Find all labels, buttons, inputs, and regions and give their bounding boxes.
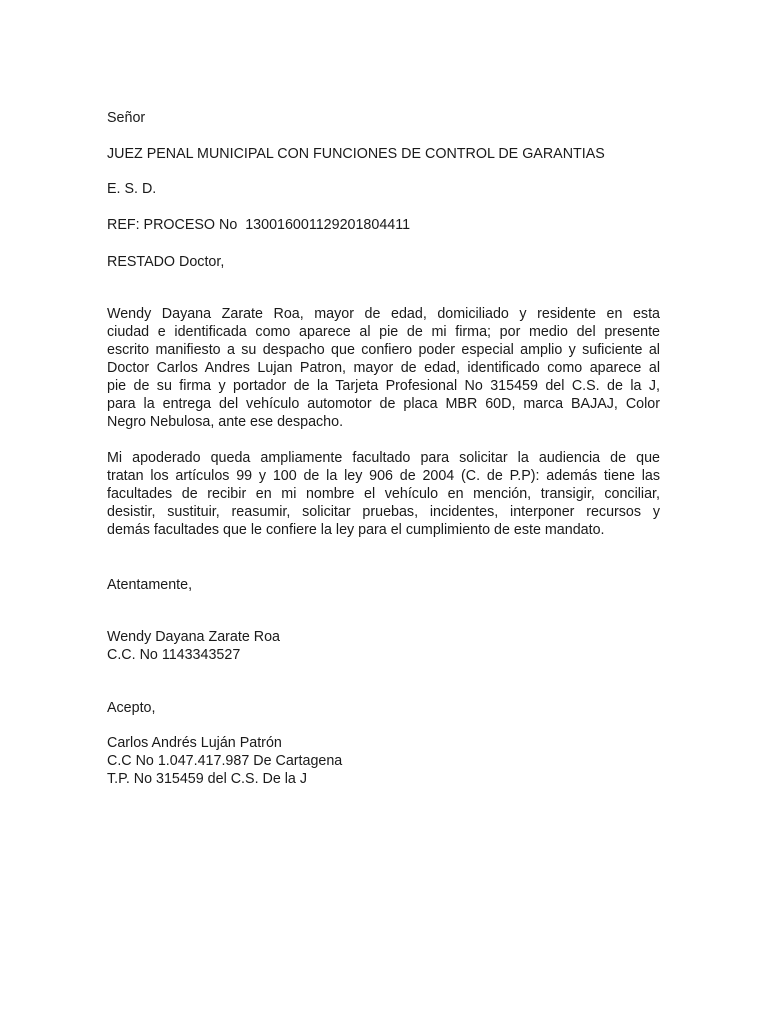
salutation-title: Señor bbox=[107, 110, 146, 126]
paragraph-line: tratan los artículos 99 y 100 de la ley 906 de 2004 (C. de P.P): además tiene las bbox=[107, 468, 660, 484]
paragraph-line: ciudad e identificada como aparece al pie de mi firma; por medio del presente bbox=[107, 324, 660, 340]
closing: Atentamente, bbox=[107, 577, 193, 593]
attorney-id: C.C No 1.047.417.987 De Cartagena bbox=[107, 753, 343, 769]
paragraph-line: Wendy Dayana Zarate Roa, mayor de edad, domiciliado y residente en esta bbox=[107, 306, 660, 322]
body-paragraph-1 bbox=[107, 305, 660, 431]
esd-line: E. S. D. bbox=[107, 181, 157, 197]
signer-id: C.C. No 1143343527 bbox=[107, 647, 241, 663]
attorney-tp: T.P. No 315459 del C.S. De la J bbox=[107, 771, 308, 787]
paragraph-line: desistir, sustituir, reasumir, solicitar pruebas, incidentes, interponer recursos y bbox=[107, 504, 660, 520]
acceptance: Acepto, bbox=[107, 700, 156, 716]
paragraph-line: escrito manifiesto a su despacho que confiero poder especial amplio y suficiente al bbox=[107, 342, 660, 358]
paragraph-line: Negro Nebulosa, ante ese despacho. bbox=[107, 414, 344, 430]
paragraph-line: pie de su firma y portador de la Tarjeta Profesional No 315459 del C.S. de la J, bbox=[107, 378, 660, 394]
signer-name: Wendy Dayana Zarate Roa bbox=[107, 629, 280, 645]
reference-line: REF: PROCESO No 130016001129201804411 bbox=[107, 217, 411, 233]
paragraph-line: para la entrega del vehículo automotor de placa MBR 60D, marca BAJAJ, Color bbox=[107, 396, 660, 412]
addressee: JUEZ PENAL MUNICIPAL CON FUNCIONES DE CONTROL DE GARANTIAS bbox=[107, 146, 605, 162]
paragraph-line: Mi apoderado queda ampliamente facultado para solicitar la audiencia de que bbox=[107, 450, 660, 466]
attorney-name: Carlos Andrés Luján Patrón bbox=[107, 735, 282, 751]
paragraph-line: facultades de recibir en mi nombre el vehículo en mención, transigir, conciliar, bbox=[107, 486, 660, 502]
paragraph-line: demás facultades que le confiere la ley para el cumplimiento de este mandato. bbox=[107, 522, 605, 538]
greeting: RESTADO Doctor, bbox=[107, 254, 225, 270]
paragraph-line: Doctor Carlos Andres Lujan Patron, mayor de edad, identificado como aparece al bbox=[107, 360, 660, 376]
body-paragraph-2 bbox=[107, 449, 660, 539]
